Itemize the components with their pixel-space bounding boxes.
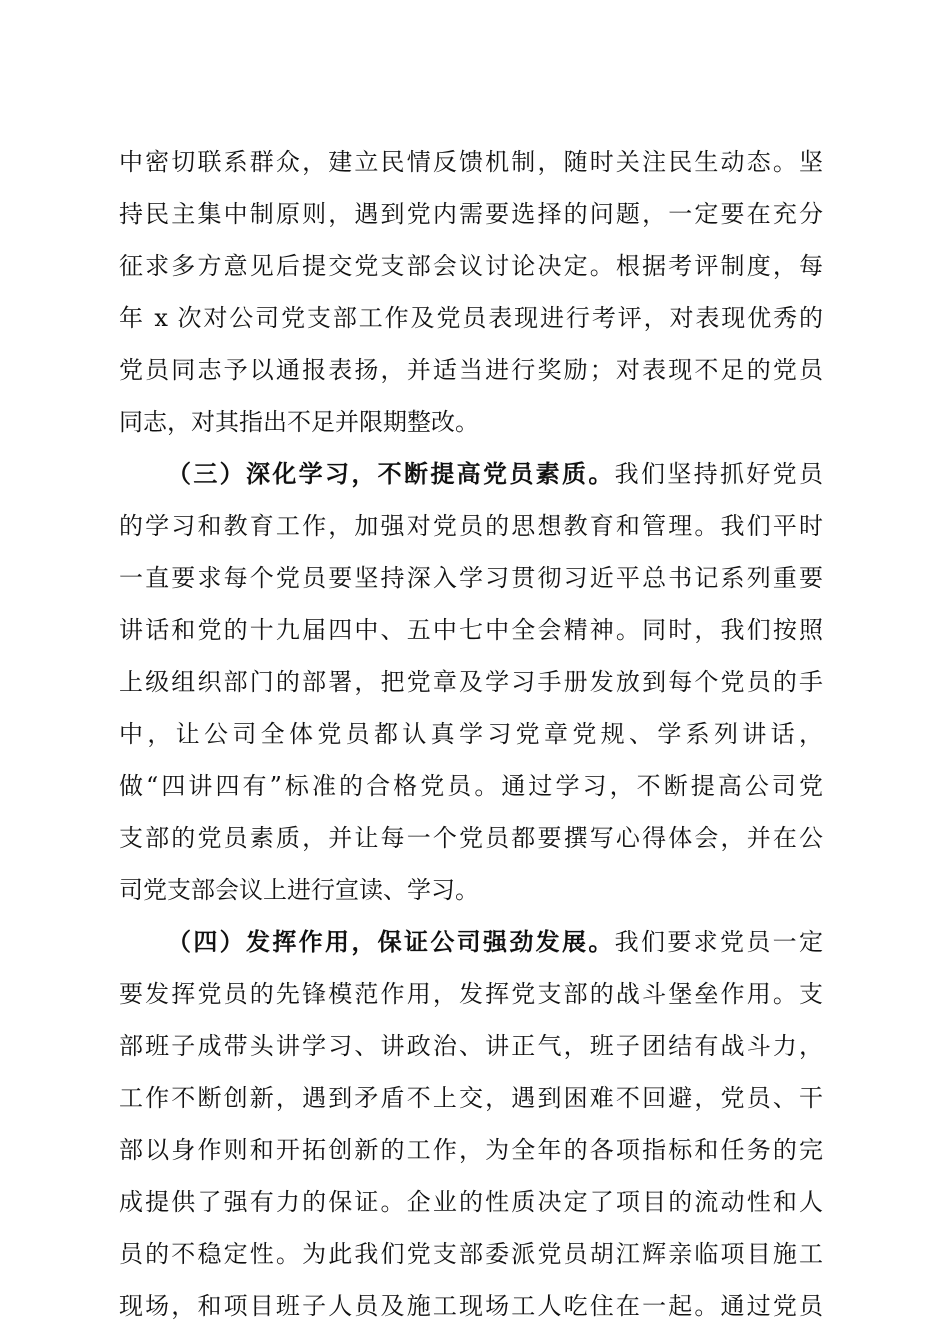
text-line: 部班子成带头讲学习、讲政治、讲正气，班子团结有战斗力， <box>119 1032 823 1060</box>
text-line: 上级组织部门的部署，把党章及学习手册发放到每个党员的手 <box>119 668 823 696</box>
text-line: 支部的党员素质，并让每一个党员都要撰写心得体会，并在公 <box>119 824 823 852</box>
text-line: 同志，对其指出不足并限期整改。 <box>119 408 479 436</box>
text-line: 讲话和党的十九届四中、五中七中全会精神。同时，我们按照 <box>119 616 823 644</box>
paragraph-1 <box>119 136 823 448</box>
text-line: 现场，和项目班子人员及施工现场工人吃住在一起。通过党员 <box>119 1292 823 1320</box>
text-line: 部以身作则和开拓创新的工作，为全年的各项指标和任务的完 <box>119 1136 823 1164</box>
text-line: 要发挥党员的先锋模范作用，发挥党支部的战斗堡垒作用。支 <box>119 980 823 1008</box>
text-line: 司党支部会议上进行宣读、学习。 <box>119 876 479 904</box>
text-span: 我们要求党员一定 <box>614 928 824 956</box>
text-line: 中密切联系群众，建立民情反馈机制，随时关注民生动态。坚 <box>119 148 823 176</box>
text-line: 一直要求每个党员要坚持深入学习贯彻习近平总书记系列重要 <box>119 564 823 592</box>
text-line: 的学习和教育工作，加强对党员的思想教育和管理。我们平时 <box>119 512 823 540</box>
document-body <box>119 136 823 1332</box>
text-line: 工作不断创新，遇到矛盾不上交，遇到困难不回避，党员、干 <box>119 1084 823 1112</box>
text-line: 成提供了强有力的保证。企业的性质决定了项目的流动性和人 <box>119 1188 823 1216</box>
text-line: 做“四讲四有”标准的合格党员。通过学习，不断提高公司党 <box>119 772 823 800</box>
paragraph-first-line <box>119 916 823 968</box>
text-span: 我们坚持抓好党员 <box>614 460 824 488</box>
text-line: 持民主集中制原则，遇到党内需要选择的问题，一定要在充分 <box>119 200 823 228</box>
paragraph-first-line <box>119 448 823 500</box>
text-line: 中，让公司全体党员都认真学习党章党规、学系列讲话， <box>119 720 823 748</box>
text-line: 员的不稳定性。为此我们党支部委派党员胡江辉亲临项目施工 <box>119 1240 823 1268</box>
text-line: 征求多方意见后提交党支部会议讨论决定。根据考评制度，每 <box>119 252 823 280</box>
paragraph-2 <box>119 448 823 916</box>
section-heading: （四）发挥作用，保证公司强劲发展。 <box>167 927 615 956</box>
section-heading: （三）深化学习，不断提高党员素质。 <box>167 459 615 488</box>
text-line: 党员同志予以通报表扬，并适当进行奖励；对表现不足的党员 <box>119 356 823 384</box>
text-line: 年 x 次对公司党支部工作及党员表现进行考评，对表现优秀的 <box>119 304 823 332</box>
paragraph-3 <box>119 916 823 1332</box>
